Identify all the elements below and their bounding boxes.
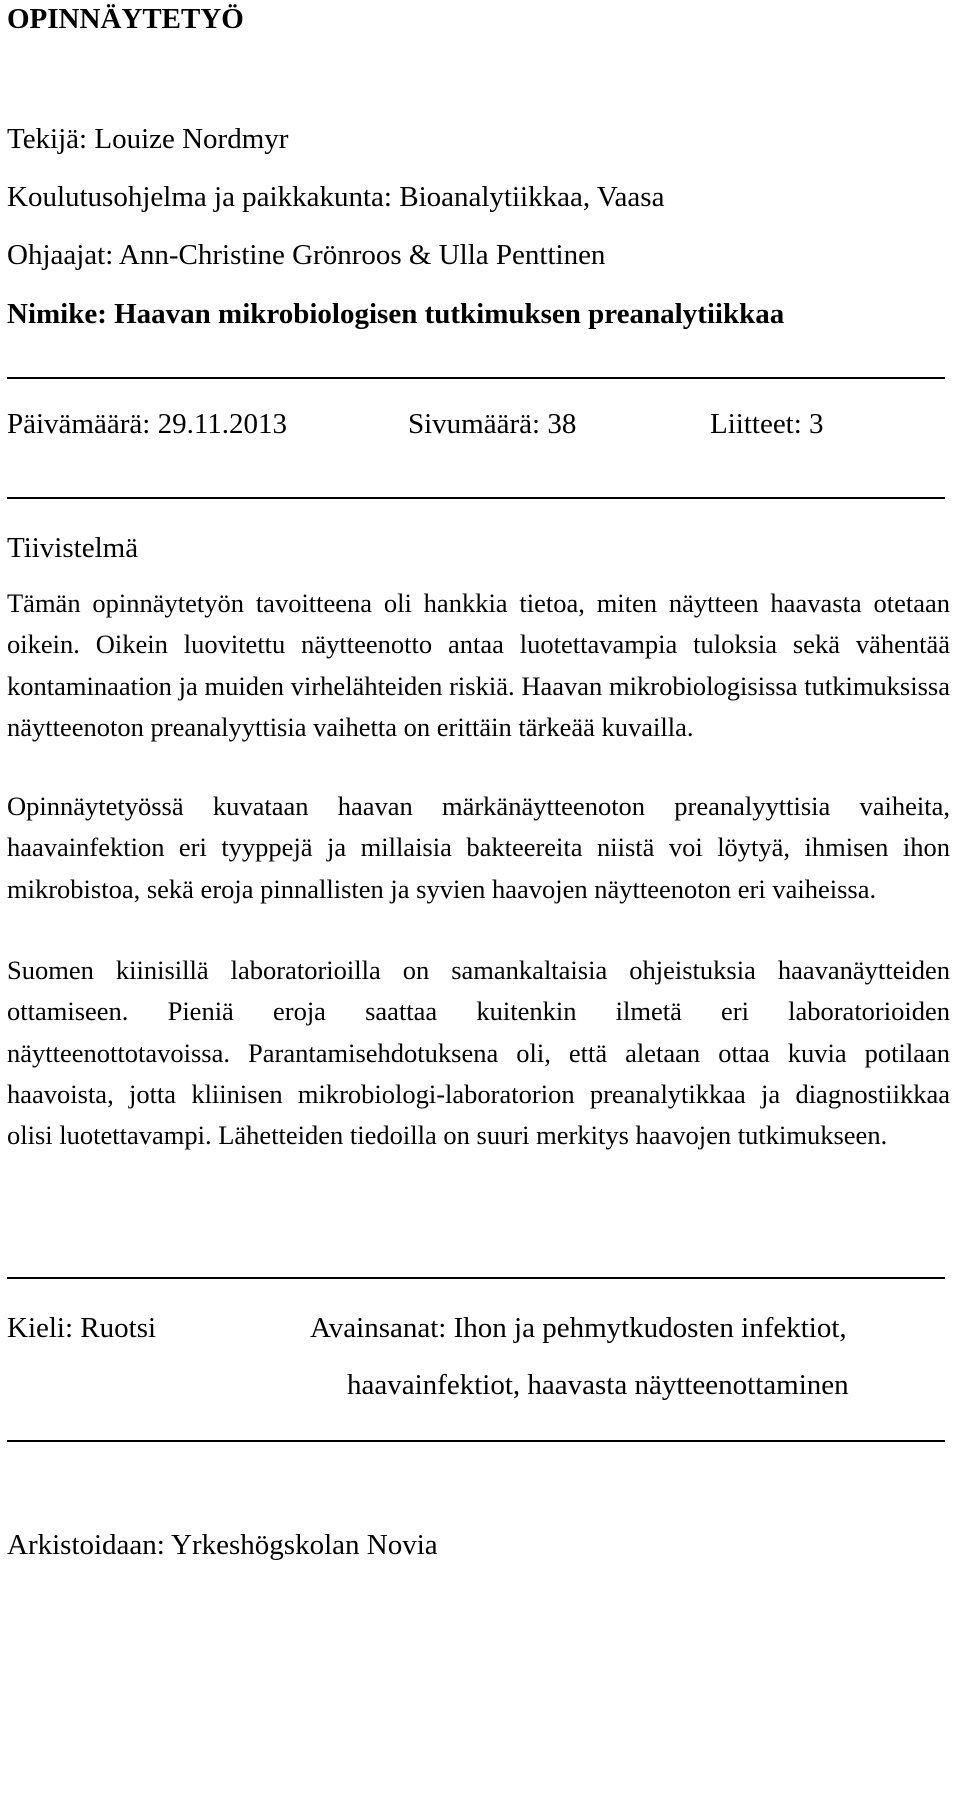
document-page [7, 0, 950, 1799]
date-field: Päivämäärä: 29.11.2013 [7, 408, 287, 440]
supervisors-line: Ohjaajat: Ann-Christine Grönroos & Ulla Penttinen [7, 239, 606, 271]
language-field: Kieli: Ruotsi [7, 1312, 157, 1344]
divider-rule [7, 497, 945, 499]
attachments-field: Liitteet: 3 [710, 408, 824, 440]
abstract-paragraph: Opinnäytetyössä kuvataan haavan märkänäytteenoton preanalyyttisia vaiheita, haavainfektion eri tyyppejä ja millaisia bakteereita niistä voi löytyä, ihmisen ihon mikrobistoa, sekä eroja pinnallisten ja syvien haavojen näytteenoton eri vaiheissa. [7, 791, 950, 904]
divider-rule [7, 1277, 945, 1279]
abstract-paragraph: Suomen kiinisillä laboratorioilla on samankaltaisia ohjeistuksia haavanäytteiden ottamiseen. Pieniä eroja saattaa kuitenkin ilmetä eri laboratorioiden näytteenottotavoissa. Parantamisehdotuksena oli, että aletaan ottaa kuvia potilaan haavoista, jotta kliinisen mikrobiologi-laboratorion preanalytikkaa ja diagnostiikkaa olisi luotettavampi. Lähetteiden tiedoilla on suuri merkitys haavojen tutkimukseen. [7, 955, 950, 1151]
author-line: Tekijä: Louize Nordmyr [7, 123, 289, 155]
thesis-title-line: Nimike: Haavan mikrobiologisen tutkimuksen preanalytiikkaa [7, 298, 785, 330]
page-count-field: Sivumäärä: 38 [408, 408, 577, 440]
divider-rule [7, 377, 945, 379]
archive-line: Arkistoidaan: Yrkeshögskolan Novia [7, 1529, 438, 1561]
abstract-paragraph: Tämän opinnäytetyön tavoitteena oli hankkia tietoa, miten näytteen haavasta otetaan oikein. Oikein luovitettu näytteenotto antaa luotettavampia tuloksia sekä vähentää kontaminaation ja muiden virhelähteiden riskiä. Haavan mikrobiologisissa tutkimuksissa näytteenoton preanalyyttisia vaihetta on erittäin tärkeää kuvailla. [7, 588, 950, 742]
keywords-line-2: haavainfektiot, haavasta näytteenottaminen [347, 1369, 849, 1401]
divider-rule [7, 1440, 945, 1442]
abstract-heading: Tiivistelmä [7, 532, 139, 564]
program-line: Koulutusohjelma ja paikkakunta: Bioanalytiikkaa, Vaasa [7, 181, 665, 213]
keywords-line-1: Avainsanat: Ihon ja pehmytkudosten infektiot, [310, 1312, 847, 1344]
document-title: OPINNÄYTETYÖ [7, 3, 244, 35]
